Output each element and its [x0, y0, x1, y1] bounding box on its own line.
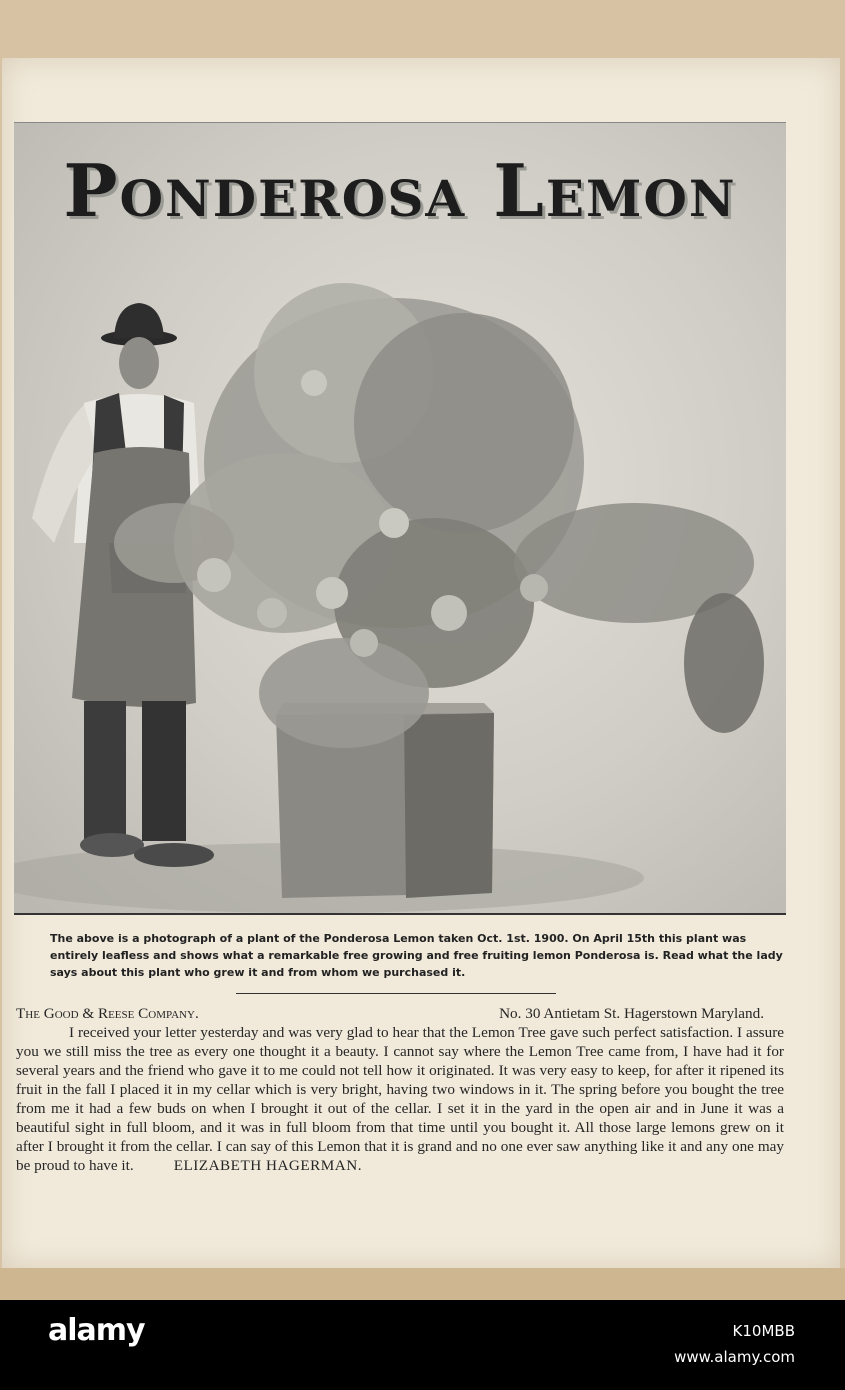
- stock-logo: alamy: [48, 1313, 145, 1348]
- stock-image-id: K10MBB: [732, 1322, 795, 1340]
- lemon-tree: [114, 283, 764, 748]
- letter-addressee: The Good & Reese Company.: [16, 1005, 199, 1022]
- mount-board-bottom: [0, 1268, 845, 1300]
- letter-body: [16, 1023, 784, 1175]
- letter-body-text: I received your letter yesterday and was very glad to hear that the Lemon Tree gave such perfect satisfaction. I assure you we still miss the tree as every one thought it a beauty. I cannot say where the Lemon Tree came from, I have had it for several years and the friend who gave it to me could not tell how it originated. It was very easy to keep, for after it ripened its fruit in the fall I placed it in my cellar which is very bright, having two windows in it. The spring before you bought the tree from me it had a few buds on when I brought it out of the cellar. I set it in the yard in the open air and in June it was a beautiful sight in full bloom, and it was in full bloom from that time until you bought it. All those large lemons grew on it after I brought it from the cellar. I can say of this Lemon that it is grand and no one ever saw anything like it and any one may be proud to have it.: [16, 1024, 784, 1174]
- letter-address: No. 30 Antietam St. Hagerstown Maryland.: [499, 1005, 764, 1022]
- photograph: [14, 122, 786, 915]
- page-title: Ponderosa Lemon: [63, 148, 737, 233]
- photo-caption: The above is a photograph of a plant of the Ponderosa Lemon taken Oct. 1st. 1900. On April 15th this plant was entirely leafless and shows what a remarkable free growing and free fruiting lemon Ponderosa is. Read what the lady says about this plant who grew it and from whom we purchased it.: [50, 932, 783, 979]
- testimonial-letter: [16, 1004, 784, 1175]
- stock-url: www.alamy.com: [674, 1348, 795, 1366]
- letter-header: [16, 1004, 784, 1023]
- man-figure: [32, 303, 214, 867]
- divider-rule: [236, 993, 556, 994]
- photo-illustration: [14, 123, 786, 913]
- letter-signature: ELIZABETH HAGERMAN.: [173, 1157, 363, 1174]
